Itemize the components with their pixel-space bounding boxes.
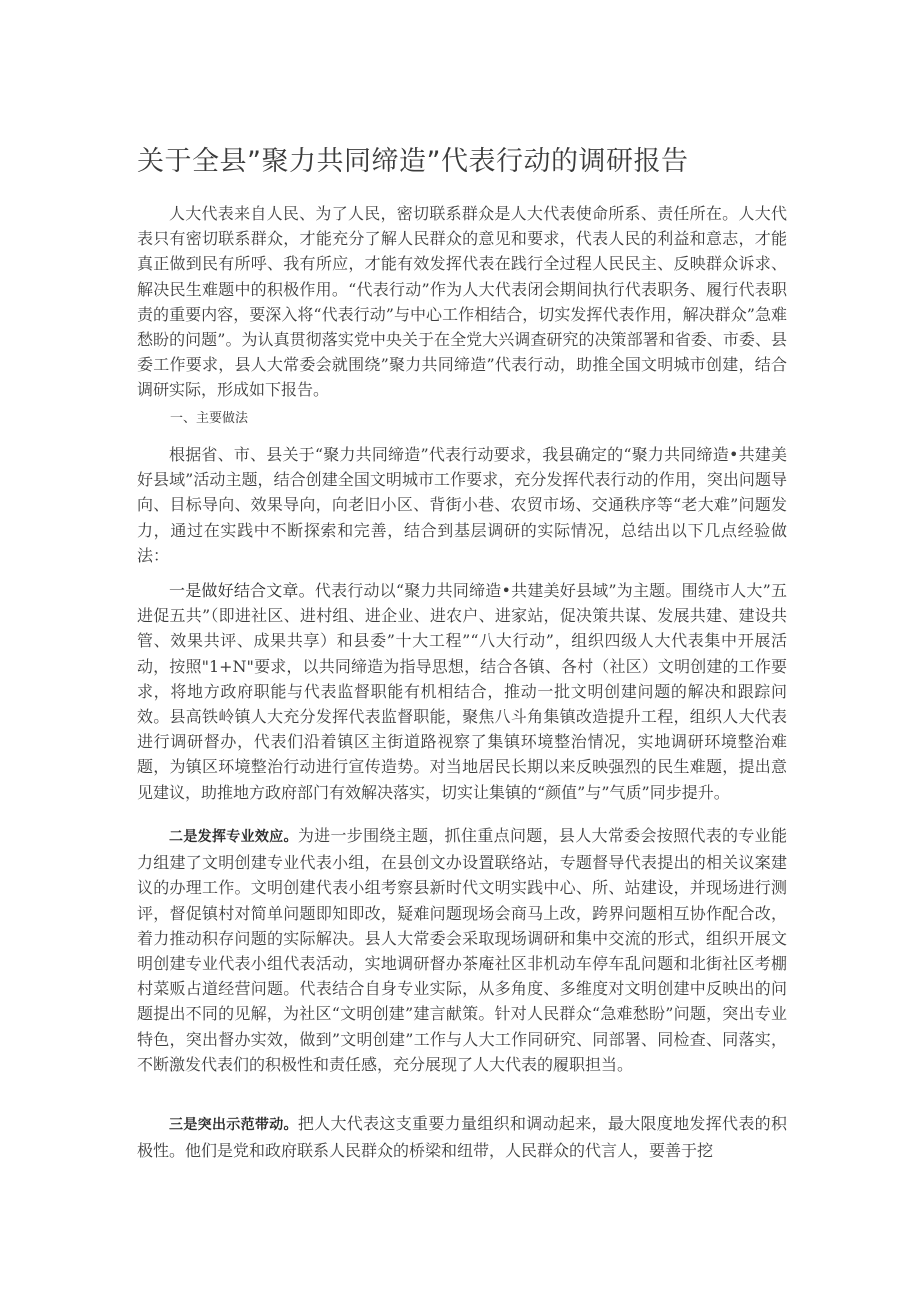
item-1-lead: 一是做好结合文章。 — [169, 581, 315, 600]
intro-paragraph: 人大代表来自人民、为了人民，密切联系群众是人大代表使命所系、责任所在。人大代表只有密切联系群众，才能充分了解人民群众的意见和要求，代表人民的利益和意志，才能真正做到民有所呼、我有所应，才能有效发挥代表在践行全过程人民民主、反映群众诉求、解决民生难题中的积极作用。“代表行动”作为人大代表闭会期间执行代表职务、履行代表职责的重要内容，要深入将“代表行动”与中心工作相结合，切实发挥代表作用，解决群众”急难愁盼的问题”。为认真贯彻落实党中央关于在全党大兴调查研究的决策部署和省委、市委、县委工作要求，县人大常委会就围绕”聚力共同缔造”代表行动，助推全国文明城市创建，结合调研实际，形成如下报告。 — [137, 204, 787, 400]
item-1-paragraph — [137, 578, 787, 805]
item-2-paragraph — [137, 823, 787, 1077]
document-title: 关于全县”聚力共同缔造”代表行动的调研报告 — [137, 146, 689, 177]
item-2-lead: 二是发挥专业效应。 — [169, 829, 298, 845]
item-3-paragraph — [137, 1111, 787, 1163]
item-3-lead: 三是突出示范带动。 — [169, 1117, 298, 1133]
section-heading: 一、主要做法 — [170, 411, 249, 426]
section-intro-paragraph: 根据省、市、县关于“聚力共同缔造”代表行动要求，我县确定的“聚力共同缔造•共建美好县域”活动主题，结合创建全国文明城市工作要求，充分发挥代表行动的作用，突出问题导向、目标导向、效果导向，向老旧小区、背街小巷、农贸市场、交通秩序等“老大难”问题发力，通过在实践中不断探索和完善，结合到基层调研的实际情况，总结出以下几点经验做法： — [137, 445, 787, 565]
item-1-body: 代表行动以“聚力共同缔造•共建美好县域”为主题。围绕市人大”五进促五共”（即进社区、进村组、进企业、进农户、进家站，促决策共谋、发展共建、建设共管、效果共评、成果共享）和县委”十大工程”“八大行动”，组织四级人大代表集中开展活动，按照"1+N"要求，以共同缔造为指导思想，结合各镇、各村（社区）文明创建的工作要求，将地方政府职能与代表监督职能有机相结合，推动一批文明创建问题的解决和跟踪问效。县高铁岭镇人大充分发挥代表监督职能，聚焦八斗角集镇改造提升工程，组织人大代表进行调研督办，代表们沿着镇区主街道路视察了集镇环境整治情况，实地调研环境整治难题，为镇区环境整治行动进行宣传造势。对当地居民长期以来反映强烈的民生难题，提出意见建议，助推地方政府部门有效解决落实，切实让集镇的“颜值”与”气质”同步提升。 — [137, 581, 787, 802]
item-2-body: 为进一步围绕主题，抓住重点问题，县人大常委会按照代表的专业能力组建了文明创建专业代表小组，在县创文办设置联络站，专题督导代表提出的相关议案建议的办理工作。文明创建代表小组考察县新时代文明实践中心、所、站建设，并现场进行测评，督促镇村对简单问题即知即改，疑难问题现场会商马上改，跨界问题相互协作配合改，着力推动积存问题的实际解决。县人大常委会采取现场调研和集中交流的形式，组织开展文明创建专业代表小组代表活动，实地调研督办茶庵社区非机动车停车乱问题和北街社区考棚村菜贩占道经营问题。代表结合自身专业实际，从多角度、多维度对文明创建中反映出的问题提出不同的见解，为社区“文明创建”建言献策。针对人民群众“急难愁盼”问题，突出专业特色，突出督办实效，做到”文明创建”工作与人大工作同研究、同部署、同检查、同落实，不断激发代表们的积极性和责任感，充分展现了人大代表的履职担当。 — [137, 826, 787, 1074]
item-3-body: 把人大代表这支重要力量组织和调动起来，最大限度地发挥代表的积极性。他们是党和政府联系人民群众的桥梁和纽带，人民群众的代言人，要善于挖 — [137, 1114, 787, 1161]
